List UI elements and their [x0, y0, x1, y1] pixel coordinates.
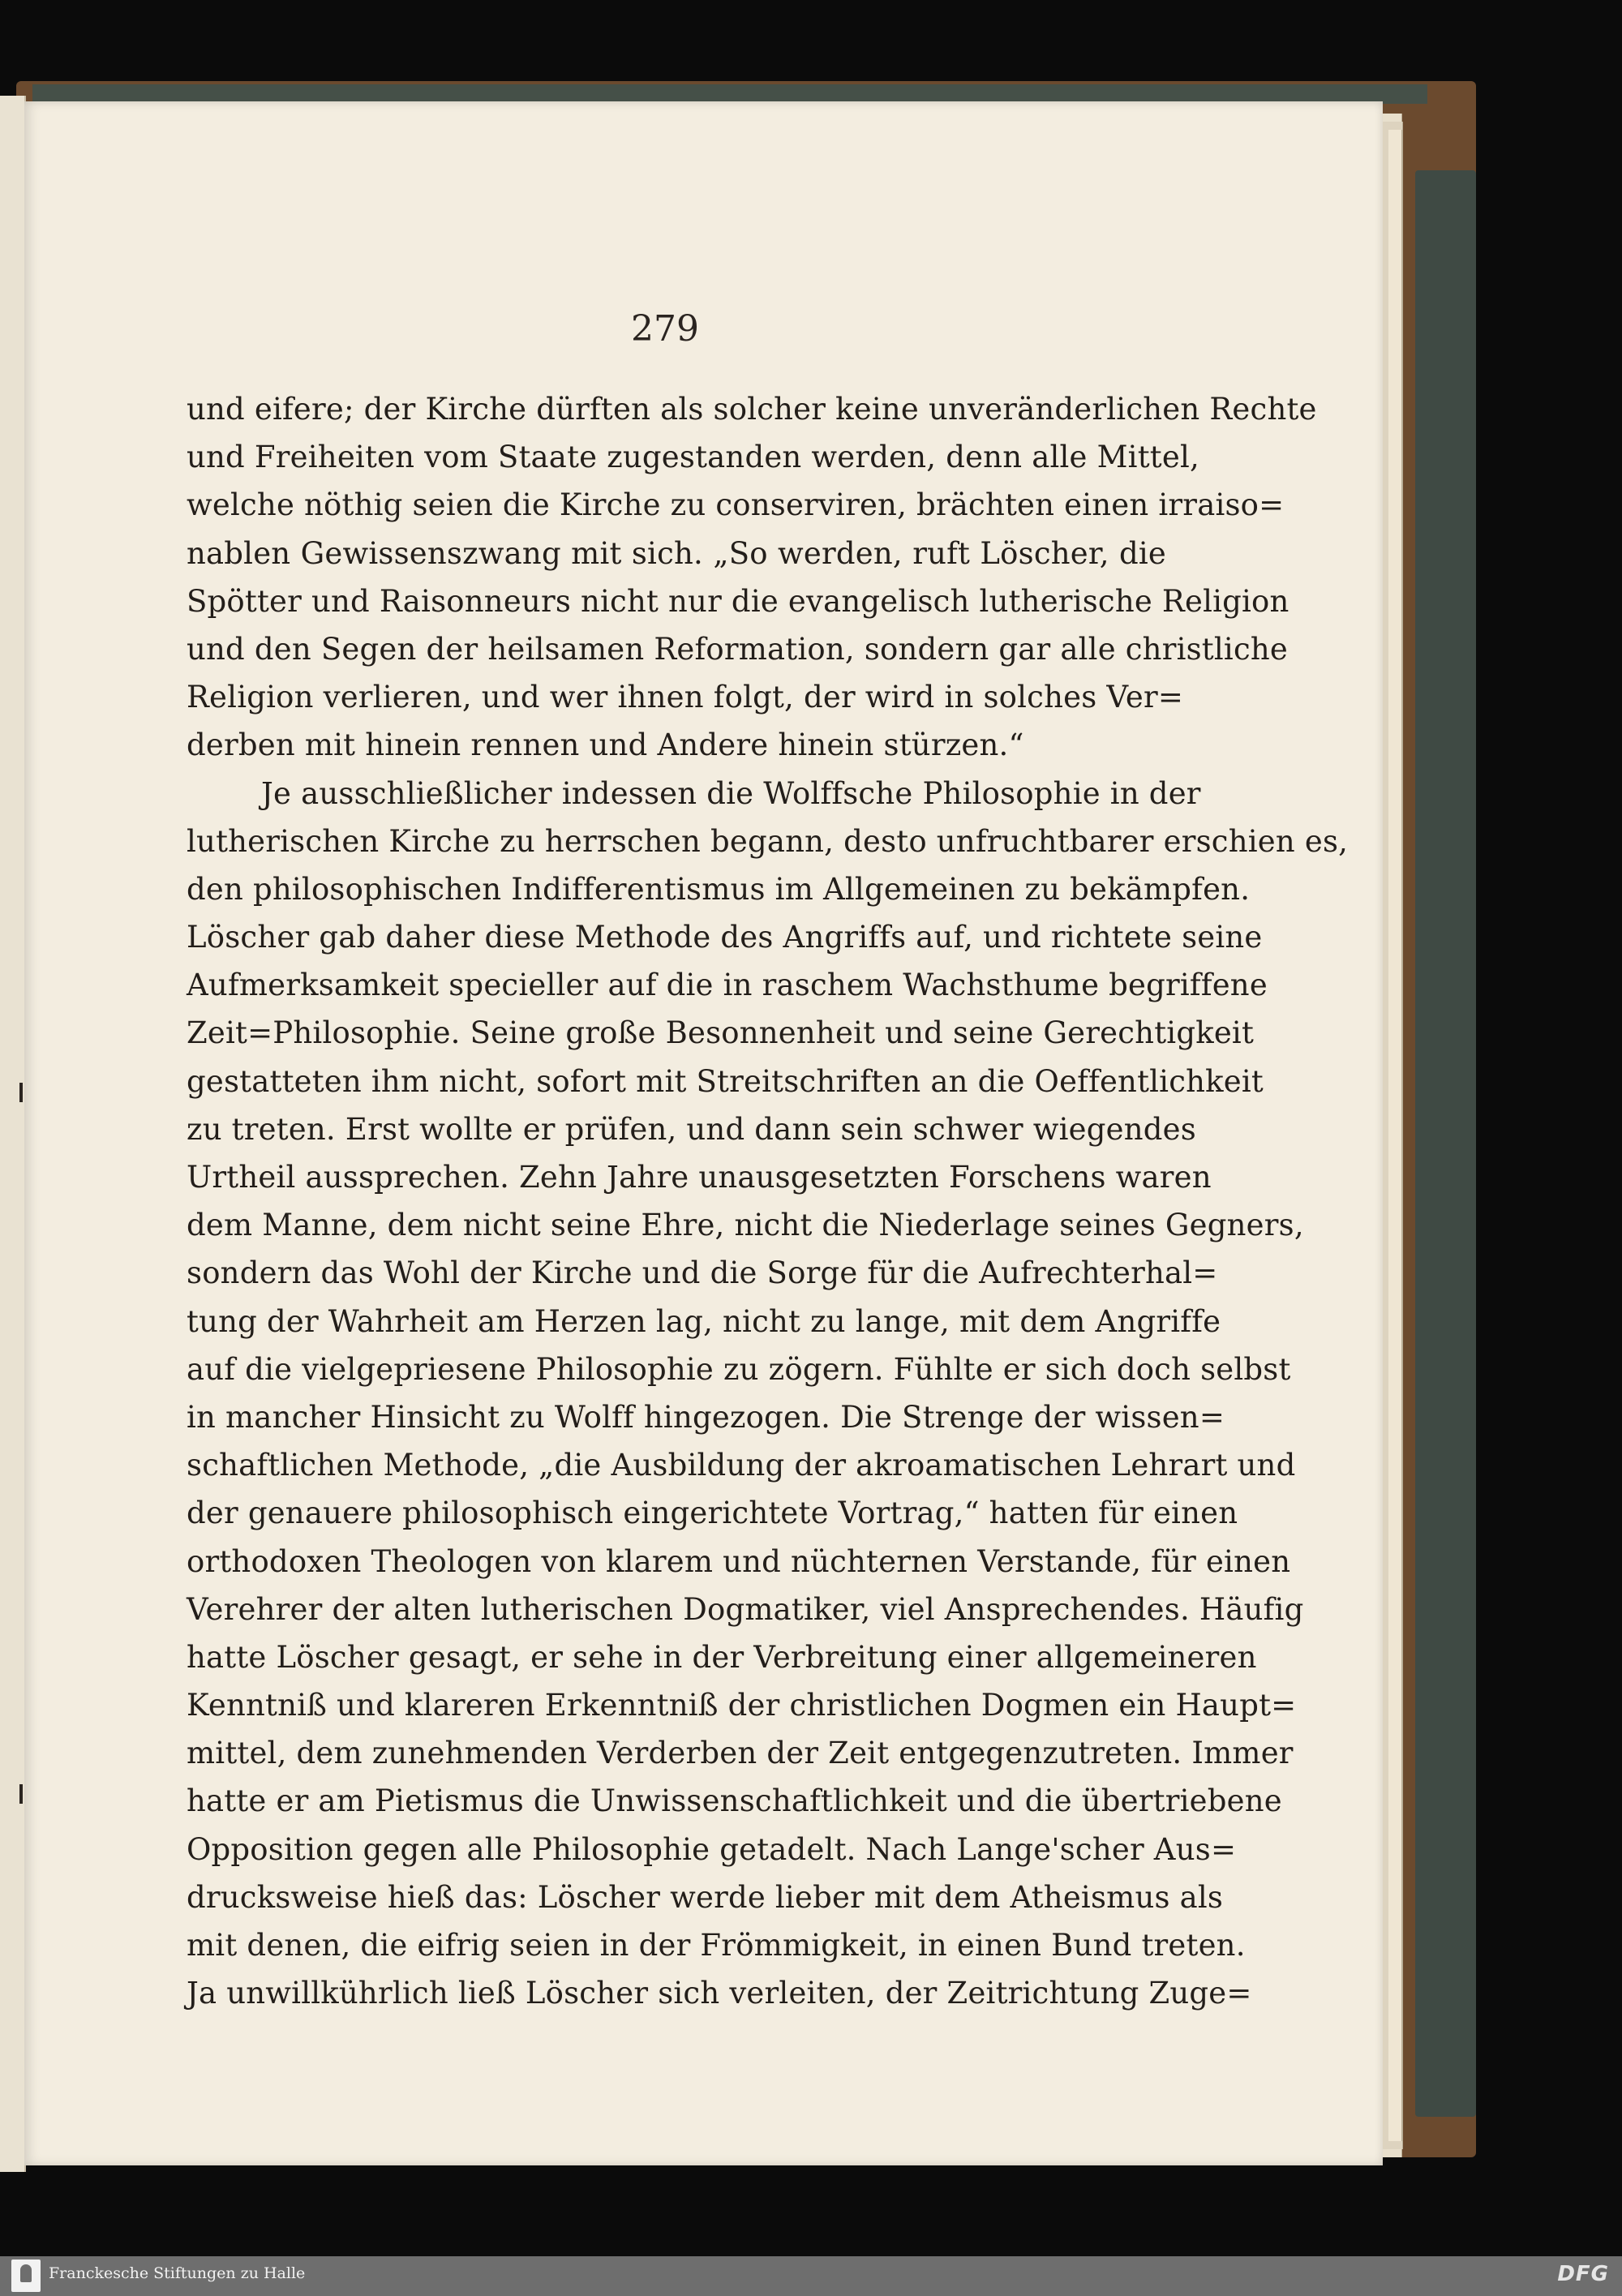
text-line: gestatteten ihm nicht, sofort mit Streitschriften an die Oeffentlichkeit — [187, 1063, 1264, 1099]
text-line: Löscher gab daher diese Methode des Angriffs auf, und richtete seine — [187, 920, 1263, 955]
text-line: schaftlichen Methode, „die Ausbildung der akroamatischen Lehrart und — [187, 1448, 1296, 1483]
text-line: nablen Gewissenszwang mit sich. „So werden, ruft Löscher, die — [187, 535, 1166, 571]
text-line: den philosophischen Indifferentismus im Allgemeinen zu bekämpfen. — [187, 871, 1251, 907]
text-line: Ja unwillkührlich ließ Löscher sich verleiten, der Zeitrichtung Zuge= — [187, 1976, 1252, 2011]
text-line: Opposition gegen alle Philosophie getadelt. Nach Lange'scher Aus= — [187, 1831, 1237, 1867]
text-line: zu treten. Erst wollte er prüfen, und dann sein schwer wiegendes — [187, 1111, 1196, 1147]
book-page — [24, 101, 1383, 2165]
text-line: der genauere philosophisch eingerichtete Vortrag,“ hatten für einen — [187, 1496, 1238, 1531]
text-line: Urtheil aussprechen. Zehn Jahre unausgesetzten Forschens waren — [187, 1160, 1212, 1195]
text-line: tung der Wahrheit am Herzen lag, nicht zu lange, mit dem Angriffe — [187, 1303, 1221, 1339]
text-line: und eifere; der Kirche dürften als solcher keine unveränderlichen Rechte — [187, 392, 1317, 427]
text-line: drucksweise hieß das: Löscher werde lieber mit dem Atheismus als — [187, 1879, 1224, 1915]
text-line: Zeit=Philosophie. Seine große Besonnenheit und seine Gerechtigkeit — [187, 1015, 1255, 1051]
text-line: Religion verlieren, und wer ihnen folgt, der wird in solches Ver= — [187, 680, 1184, 715]
cover-spine-strip — [1415, 170, 1476, 2117]
page-margin-mark — [19, 1784, 23, 1804]
text-line: derben mit hinein rennen und Andere hinein stürzen.“ — [187, 727, 1024, 763]
text-line: Aufmerksamkeit specieller auf die in raschem Wachsthume begriffene — [187, 968, 1268, 1003]
facing-page-sliver — [0, 96, 26, 2172]
text-line: hatte Löscher gesagt, er sehe in der Verbreitung einer allgemeineren — [187, 1639, 1257, 1675]
text-line: orthodoxen Theologen von klarem und nüchternen Verstande, für einen — [187, 1543, 1291, 1579]
text-line: auf die vielgepriesene Philosophie zu zögern. Fühlte er sich doch selbst — [187, 1351, 1291, 1387]
page-margin-mark — [19, 1083, 23, 1102]
body-text — [187, 385, 1349, 2017]
text-line: und Freiheiten vom Staate zugestanden werden, denn alle Mittel, — [187, 440, 1199, 475]
text-line: und den Segen der heilsamen Reformation, sondern gar alle christliche — [187, 631, 1288, 667]
text-line: sondern das Wohl der Kirche und die Sorge für die Aufrechterhal= — [187, 1255, 1218, 1291]
text-line: mit denen, die eifrig seien in der Frömmigkeit, in einen Bund treten. — [187, 1928, 1246, 1963]
text-line: Kenntniß und klareren Erkenntniß der christlichen Dogmen ein Haupt= — [187, 1688, 1297, 1723]
page-stack-edge — [1388, 130, 1402, 2141]
institution-label: Franckesche Stiftungen zu Halle — [49, 2264, 306, 2282]
paragraph-start-line: Je ausschließlicher indessen die Wolffsche Philosophie in der — [261, 775, 1201, 811]
text-line: in mancher Hinsicht zu Wolff hingezogen. Die Strenge der wissen= — [187, 1399, 1225, 1435]
institution-logo-icon — [11, 2260, 41, 2292]
text-line: welche nöthig seien die Kirche zu conserviren, brächten einen irraiso= — [187, 487, 1285, 523]
text-line: dem Manne, dem nicht seine Ehre, nicht die Niederlage seines Gegners, — [187, 1208, 1304, 1243]
text-line: Verehrer der alten lutherischen Dogmatiker, viel Ansprechendes. Häufig — [187, 1591, 1304, 1627]
text-line: lutherischen Kirche zu herrschen begann, desto unfruchtbarer erschien es, — [187, 823, 1349, 859]
text-line: mittel, dem zunehmenden Verderben der Zeit entgegenzutreten. Immer — [187, 1736, 1294, 1771]
page-number: 279 — [631, 308, 699, 350]
text-line: hatte er am Pietismus die Unwissenschaftlichkeit und die übertriebene — [187, 1783, 1282, 1819]
text-line: Spötter und Raisonneurs nicht nur die evangelisch lutherische Religion — [187, 583, 1289, 619]
dfg-logo: DFG — [1557, 2262, 1609, 2286]
